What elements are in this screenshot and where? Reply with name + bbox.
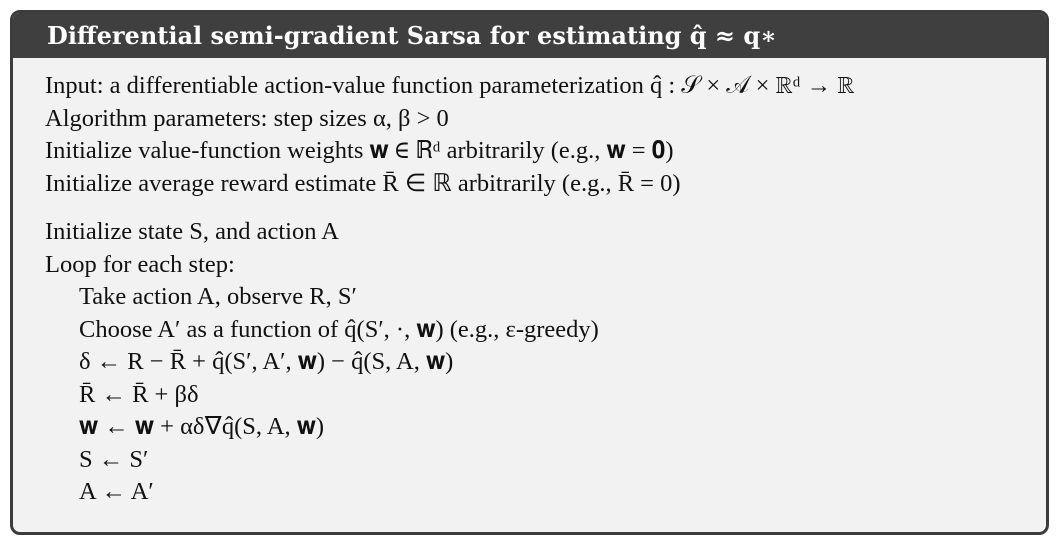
section-gap [45,200,1046,216]
algorithm-box [10,10,1049,535]
loop-step-state-update: S ← S′ [79,445,149,473]
init-reward-line: Initialize average reward estimate R̄ ∈ ℝ arbitrarily (e.g., R̄ = 0) [45,169,681,197]
loop-step-td-error: δ ← R − R̄ + q̂(S′, A′, 𝐰) − q̂(S, A, 𝐰) [79,348,454,375]
parameters-line: Algorithm parameters: step sizes α, β > 0 [45,104,449,132]
loop-step-choose-action: Choose A′ as a function of q̂(S′, ·, 𝐰) (e.g., ε-greedy) [79,315,599,343]
loop-step-weight-update: 𝐰 ← 𝐰 + αδ∇q̂(S, A, 𝐰) [79,413,325,440]
algorithm-body [13,58,1046,509]
init-weights-line: Initialize value-function weights 𝐰 ∈ ℝᵈ arbitrarily (e.g., 𝐰 = 𝟎) [45,137,674,164]
loop-header: Loop for each step: [45,250,235,278]
loop-step-reward-update: R̄ ← R̄ + βδ [79,380,199,408]
input-line: Input: a differentiable action-value function parameterization q̂ : 𝒮 × 𝒜 × ℝᵈ → ℝ [45,72,855,99]
loop-step-action-update: A ← A′ [79,478,154,505]
algorithm-title: Differential semi-gradient Sarsa for estimating q̂ ≈ q∗ [13,13,1046,58]
init-state-line: Initialize state S, and action A [45,218,339,245]
loop-step-take-action: Take action A, observe R, S′ [79,283,357,310]
